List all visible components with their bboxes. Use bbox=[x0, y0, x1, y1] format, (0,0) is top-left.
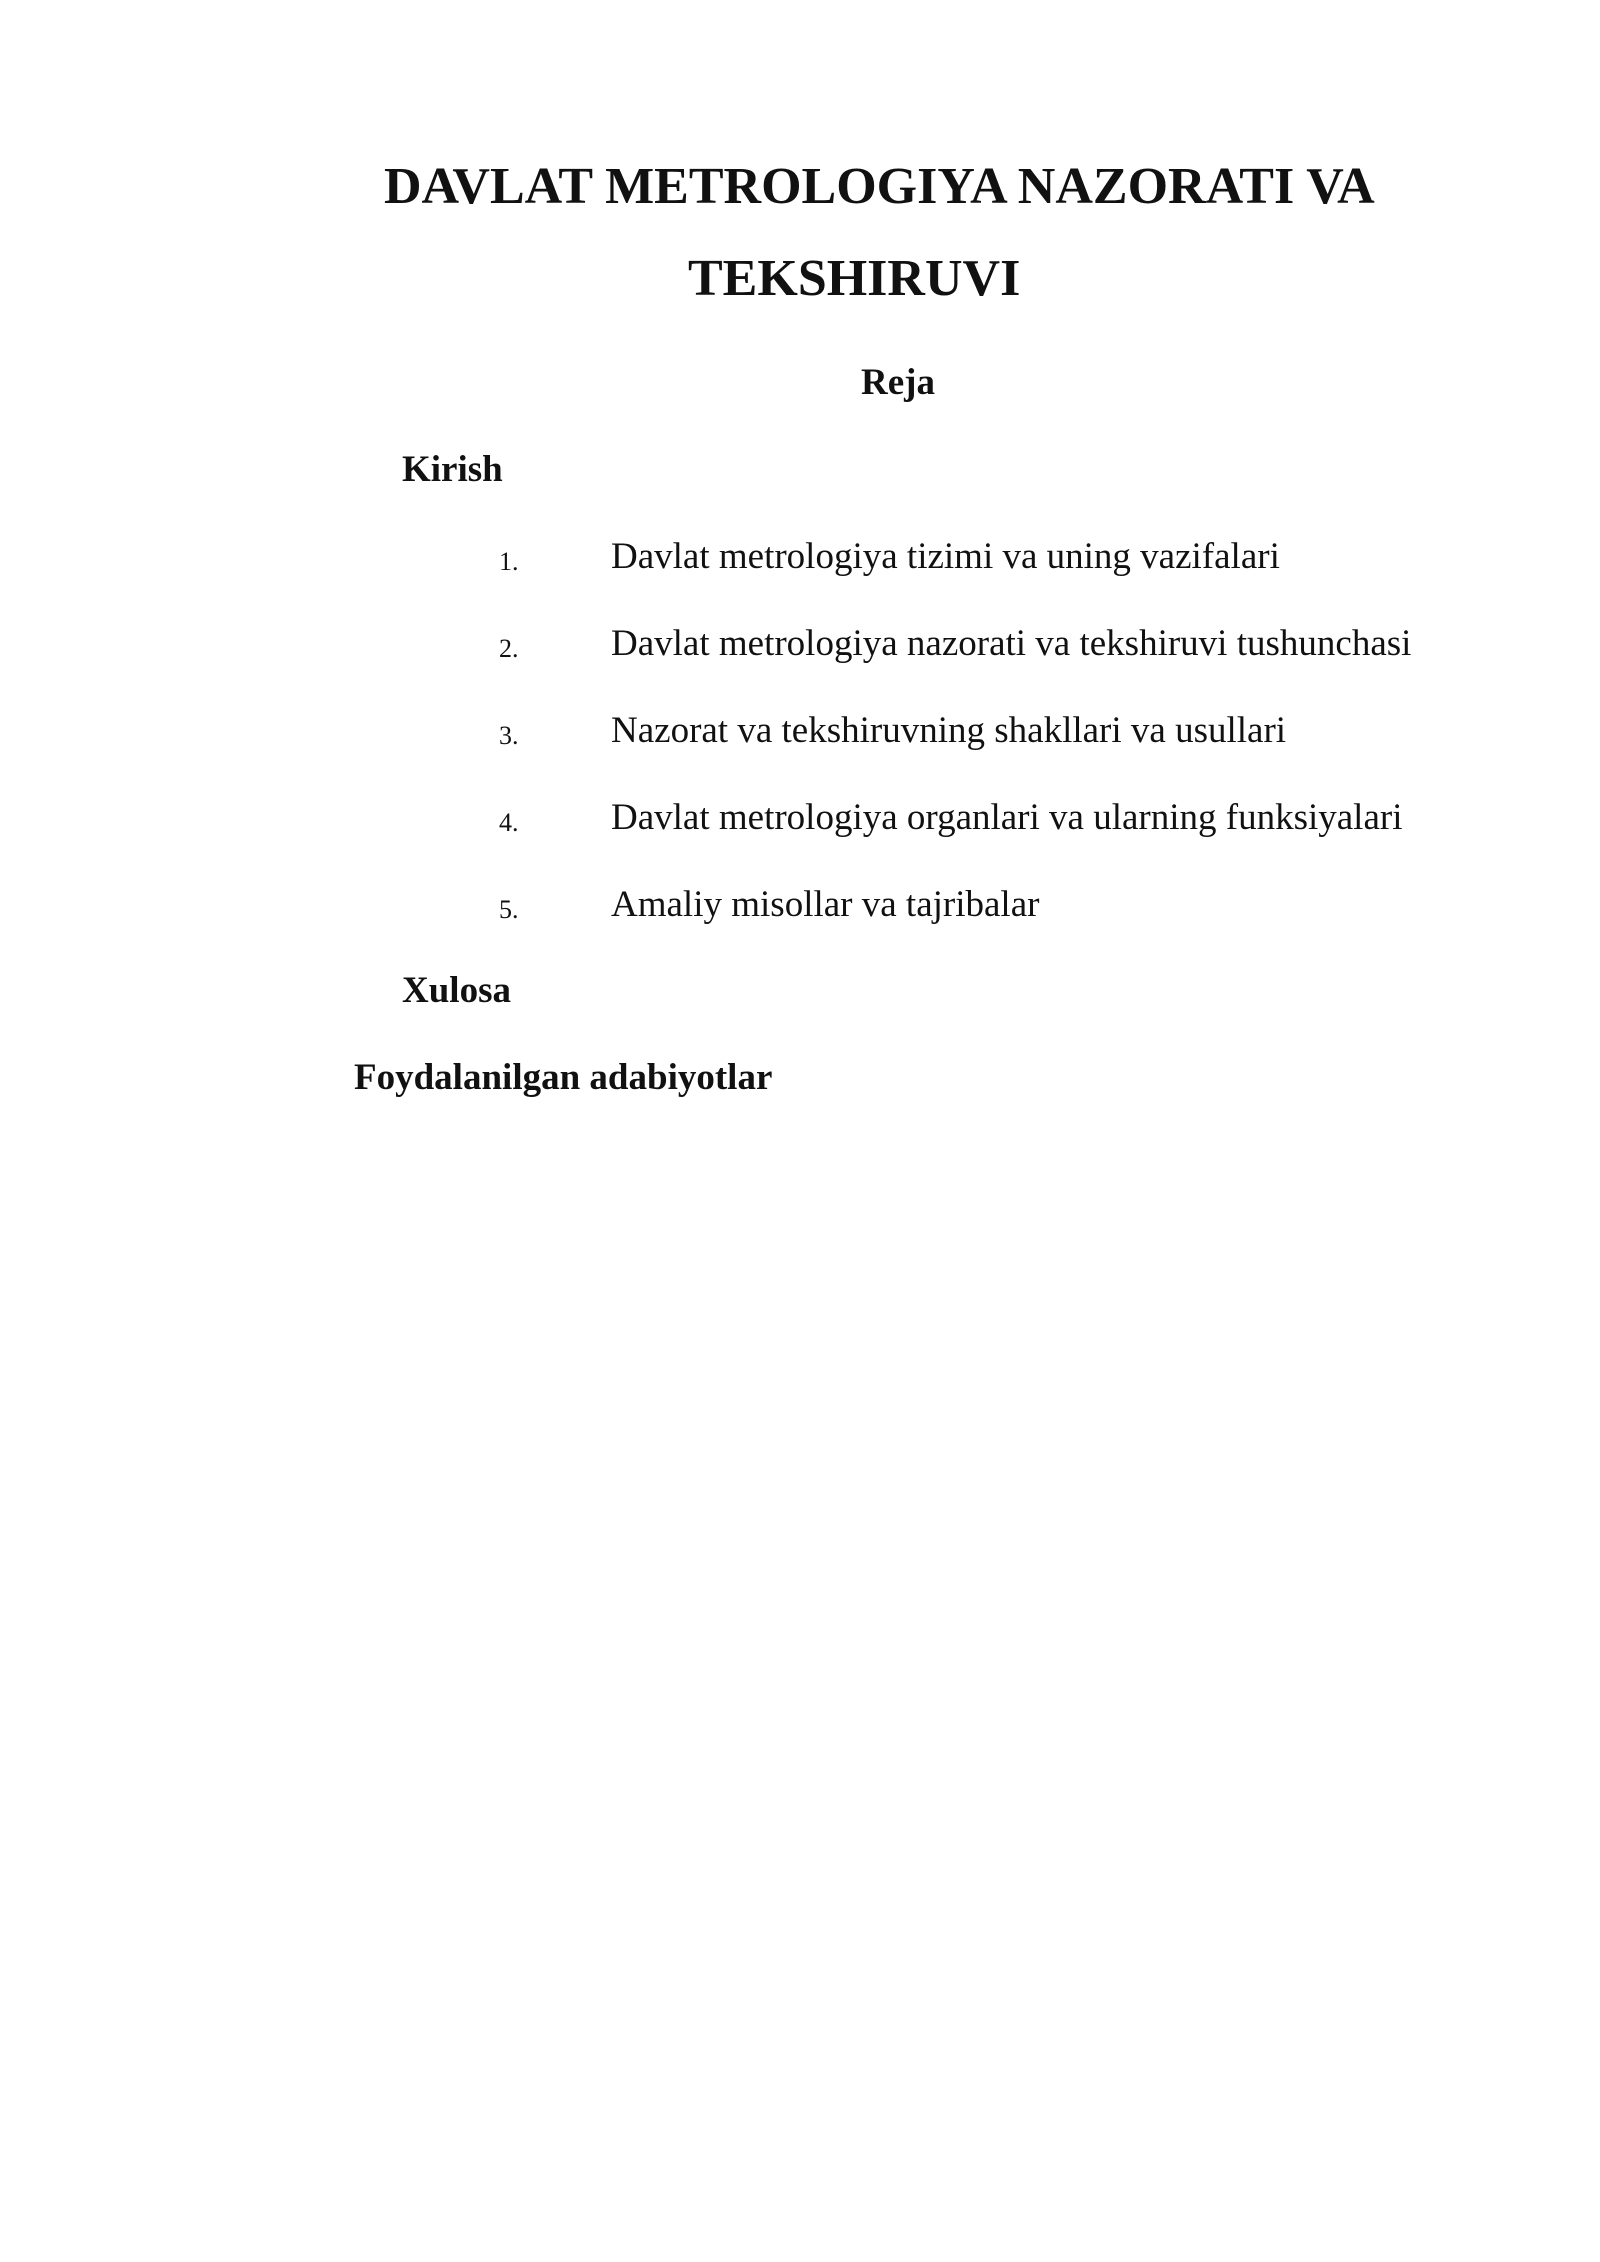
plan-item-text: Davlat metrologiya tizimi va uning vazifalari bbox=[611, 536, 1280, 577]
plan-list-item bbox=[0, 622, 1600, 672]
plan-list-item bbox=[0, 709, 1600, 759]
document-title-line-1: DAVLAT METROLOGIYA NAZORATI VA bbox=[384, 158, 1375, 215]
intro-heading: Kirish bbox=[402, 449, 503, 490]
plan-list-item bbox=[0, 535, 1600, 585]
plan-item-number: 2. bbox=[499, 634, 519, 663]
document-title-line-2: TEKSHIRUVI bbox=[688, 250, 1021, 307]
plan-item-text: Davlat metrologiya organlari va ularning funksiyalari bbox=[611, 797, 1403, 838]
plan-item-text: Nazorat va tekshiruvning shakllari va usullari bbox=[611, 710, 1287, 751]
plan-item-number: 3. bbox=[499, 721, 519, 750]
plan-item-number: 4. bbox=[499, 808, 519, 837]
plan-list-item bbox=[0, 883, 1600, 933]
conclusion-heading: Xulosa bbox=[402, 970, 511, 1011]
references-heading: Foydalanilgan adabiyotlar bbox=[354, 1057, 773, 1098]
plan-heading: Reja bbox=[861, 362, 935, 403]
plan-item-number: 5. bbox=[499, 895, 519, 924]
plan-item-number: 1. bbox=[499, 547, 519, 576]
plan-item-text: Davlat metrologiya nazorati va tekshiruvi tushunchasi bbox=[611, 623, 1412, 664]
plan-list-item bbox=[0, 796, 1600, 846]
plan-item-text: Amaliy misollar va tajribalar bbox=[611, 884, 1040, 925]
